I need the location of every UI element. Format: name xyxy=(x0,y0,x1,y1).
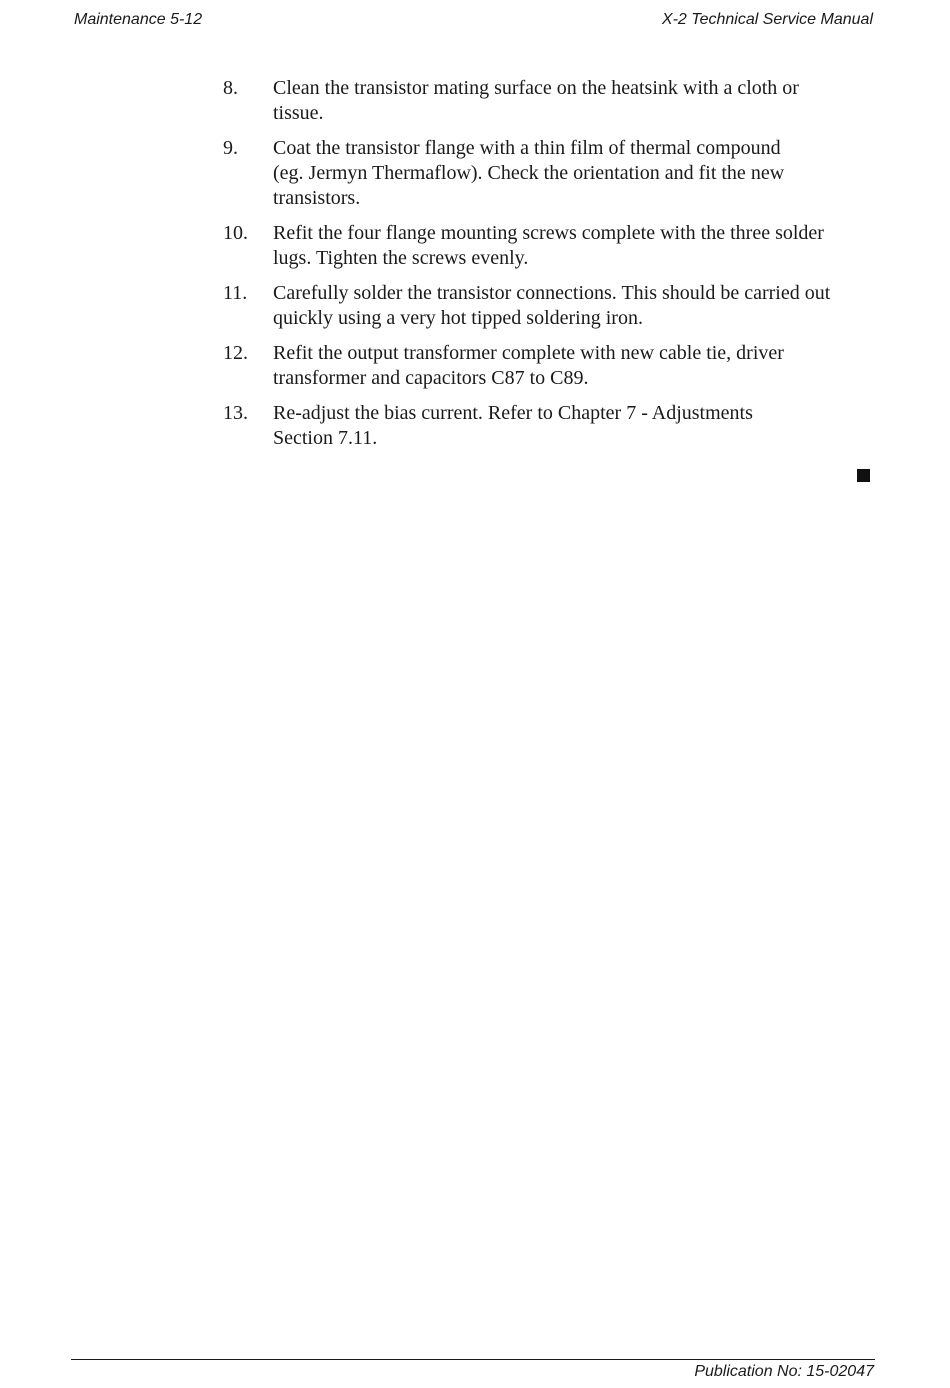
step-line: quickly using a very hot tipped soldering iron. xyxy=(273,307,643,329)
procedure-steps xyxy=(223,76,873,461)
step-line: transistors. xyxy=(273,187,361,209)
footer-publication-number: Publication No: 15-02047 xyxy=(694,1363,874,1380)
step-line: Section 7.11. xyxy=(273,427,378,449)
step-text xyxy=(273,136,873,211)
step-number: 12. xyxy=(223,342,248,364)
step-text xyxy=(273,401,873,451)
end-of-section-square-icon xyxy=(857,469,870,482)
step-line: Re-adjust the bias current. Refer to Chapter 7 - Adjustments xyxy=(273,402,753,424)
step-text xyxy=(273,76,873,126)
step-11 xyxy=(223,281,873,331)
step-13 xyxy=(223,401,873,451)
step-line: tissue. xyxy=(273,102,324,124)
step-line: (eg. Jermyn Thermaflow). Check the orientation and fit the new xyxy=(273,162,785,184)
step-12 xyxy=(223,341,873,391)
step-line: Coat the transistor flange with a thin film of thermal compound xyxy=(273,137,781,159)
step-text xyxy=(273,281,873,331)
footer-divider xyxy=(71,1359,875,1360)
header-section-label: Maintenance 5-12 xyxy=(74,11,203,28)
step-8 xyxy=(223,76,873,126)
step-number: 9. xyxy=(223,137,238,159)
step-line: Clean the transistor mating surface on the heatsink with a cloth or xyxy=(273,77,799,99)
header-manual-title: X-2 Technical Service Manual xyxy=(661,11,873,28)
step-line: Refit the output transformer complete with new cable tie, driver xyxy=(273,342,784,364)
step-number: 11. xyxy=(223,282,248,304)
step-9 xyxy=(223,136,873,211)
step-text xyxy=(273,221,873,271)
step-line: lugs. Tighten the screws evenly. xyxy=(273,247,529,269)
step-line: Refit the four flange mounting screws complete with the three solder xyxy=(273,222,824,244)
step-line: Carefully solder the transistor connections. This should be carried out xyxy=(273,282,831,304)
step-number: 13. xyxy=(223,402,248,424)
step-number: 10. xyxy=(223,222,248,244)
step-10 xyxy=(223,221,873,271)
step-line: transformer and capacitors C87 to C89. xyxy=(273,367,589,389)
step-text xyxy=(273,341,873,391)
step-number: 8. xyxy=(223,77,238,99)
